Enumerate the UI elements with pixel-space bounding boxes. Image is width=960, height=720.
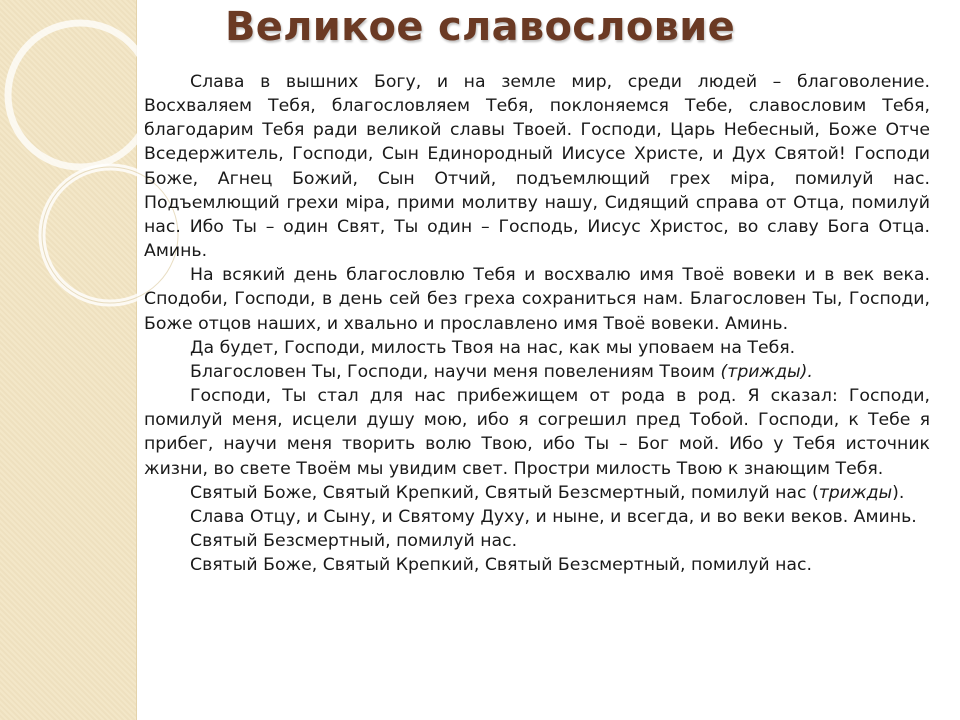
paragraph: Да будет, Господи, милость Твоя на нас, как мы уповаем на Тебя. (190, 337, 796, 358)
paragraph: Слава Отцу, и Сыну, и Святому Духу, и ныне, и всегда, и во веки веков. Аминь. (190, 506, 917, 527)
prayer-text (144, 70, 930, 577)
paragraph: Святый Боже, Святый Крепкий, Святый Безсмертный, помилуй нас (трижды). (190, 482, 905, 503)
italic-note: трижды (818, 482, 893, 503)
paragraph: Святый Безсмертный, помилуй нас. (190, 530, 518, 551)
paragraph: На всякий день благословлю Тебя и восхвалю имя Твоё вовеки и в век века. Сподоби, Господи, в день сей без греха сохраниться нам. Благословен Ты, Господи, Боже отцов наших, и хвально и прославлено имя Твоё вовеки. Аминь. (144, 265, 930, 334)
slide-title: Великое славословие (224, 4, 736, 50)
italic-note: (трижды). (720, 361, 813, 382)
paragraph: Господи, Ты стал для нас прибежищем от рода в род. Я сказал: Господи, помилуй меня, исцели душу мою, ибо я согрешил пред Тобой. Господи, к Тебе я прибег, научи меня творить волю Твою, ибо Ты – Бог мой. Ибо у Тебя источник жизни, во свете Твоём мы увидим свет. Простри милость Твою к знающим Тебя. (144, 386, 930, 479)
paragraph: Святый Боже, Святый Крепкий, Святый Безсмертный, помилуй нас. (190, 555, 812, 576)
decorative-side-panel (0, 0, 137, 720)
paragraph: Слава в вышних Богу, и на земле мир, среди людей – благоволение. Восхваляем Тебя, благословляем Тебя, поклоняемся Тебе, славословим Тебя, благодарим Тебя ради великой славы Твоей. Господи, Царь Небесный, Боже Отче Вседержитель, Господи, Сын Единородный Иисусе Христе, и Дух Святой! Господи Боже, Агнец Божий, Сын Отчий, подъемлющий грех міра, помилуй нас. Подъемлющий грехи міра, прими молитву нашу, Сидящий справа от Отца, помилуй нас. Ибо Ты – один Свят, Ты один – Господь, Иисус Христос, во славу Бога Отца. Аминь. (144, 72, 930, 262)
paragraph: Благословен Ты, Господи, научи меня повелениям Твоим (трижды). (190, 361, 813, 382)
